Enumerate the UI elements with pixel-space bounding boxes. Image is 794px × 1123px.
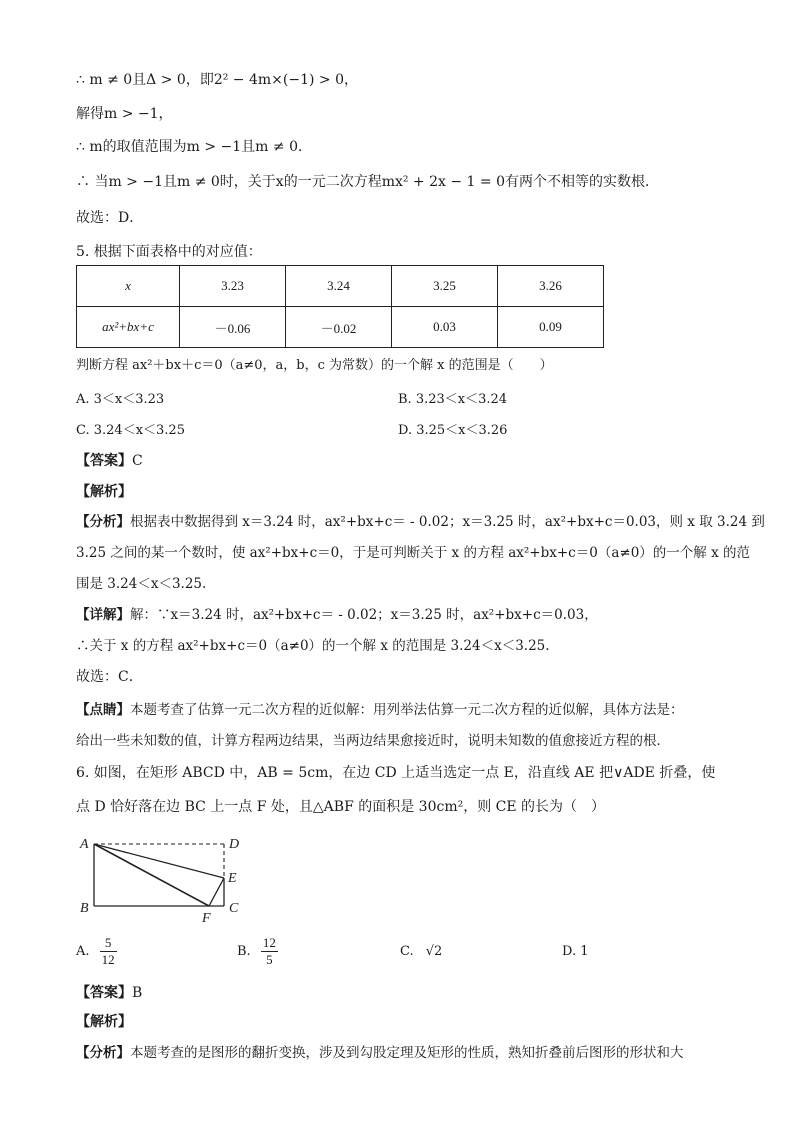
denominator: 5: [266, 952, 273, 967]
q6-answer: [76, 983, 142, 1003]
q5-stem: 5. 根据下面表格中的对应值：: [76, 244, 262, 260]
q6-stem-line-2: 点 D 恰好落在边 BC 上一点 F 处，且△ABF 的面积是 30cm²，则 CE 的长为（ ）: [76, 799, 606, 815]
numerator: 12: [262, 935, 276, 950]
label-b: B: [80, 901, 89, 916]
answer-label: 【答案】: [76, 985, 132, 1001]
label-d: D: [229, 837, 240, 852]
table-cell: 3.24: [286, 266, 392, 307]
table-cell: 3.25: [392, 266, 498, 307]
q5-option-d: D. 3.25＜x＜3.26: [398, 423, 508, 438]
q5-question: 判断方程 ax²＋bx＋c＝0（a≠0，a，b，c 为常数）的一个解 x 的范围是（ ）: [76, 358, 553, 373]
option-prefix: A.: [76, 944, 90, 959]
denominator: 12: [101, 952, 115, 967]
q5-option-b: B. 3.23＜x＜3.24: [398, 392, 508, 407]
q5-value-table: [76, 265, 604, 348]
solution-line-5: 故选：D．: [76, 210, 144, 226]
option-prefix: B.: [237, 944, 251, 959]
solution-line-4: ∴ 当m > −1且m ≠ 0时，关于x的一元二次方程mx² + 2x − 1 = 0有两个不相等的实数根．: [76, 174, 659, 190]
q6-fenxi-line-1: [76, 1043, 684, 1063]
q5-fenxi-line-2: 3.25 之间的某一个数时，使 ax²+bx+c＝0，于是可判断关于 x 的方程 ax²+bx+c＝0（a≠0）的一个解 x 的范: [76, 545, 750, 561]
q5-fenxi-line-3: 围是 3.24＜x＜3.25.: [76, 576, 207, 592]
label-a: A: [80, 837, 89, 852]
option-value: √2: [425, 944, 443, 959]
q6-option-c: [400, 944, 442, 959]
xiangjie-label: 【详解】: [76, 607, 130, 623]
answer-value: C: [132, 453, 143, 469]
q6-option-d: D. 1: [562, 944, 589, 959]
q5-fenxi-line-1: [76, 512, 765, 532]
table-row: [77, 266, 604, 307]
q5-guxuan: 故选：C．: [76, 669, 143, 685]
answer-value: B: [132, 985, 143, 1001]
q6-option-a: [76, 935, 117, 968]
q5-dianjing-line-2: 给出一些未知数的值，计算方程两边结果，当两边结果愈接近时，说明未知数的值愈接近方程的根．: [76, 733, 670, 749]
q6-option-b: [237, 935, 278, 968]
table-cell: 3.23: [180, 266, 286, 307]
table-cell: 0.03: [392, 307, 498, 348]
q5-jiexi-label: 【解析】: [76, 484, 132, 500]
segment-fe: [209, 878, 224, 906]
q5-xiangjie-line-1: [76, 605, 598, 625]
fenxi-text: 本题考查的是图形的翻折变换，涉及到勾股定理及矩形的性质，熟知折叠前后图形的形状和大: [130, 1045, 684, 1061]
q5-option-c: C. 3.24＜x＜3.25: [76, 423, 185, 438]
q6-rectangle-figure: [76, 834, 256, 924]
xiangjie-text: 解：∵x＝3.24 时，ax²+bx+c＝ - 0.02；x＝3.25 时，ax²+bx+c＝0.03，: [130, 607, 598, 623]
fraction: [261, 935, 278, 968]
numerator: 5: [100, 935, 117, 952]
table-cell: －0.02: [286, 307, 392, 348]
table-cell: 3.26: [498, 266, 604, 307]
option-prefix: C.: [400, 944, 414, 959]
q6-stem-line-1: 6. 如图，在矩形 ABCD 中，AB = 5cm，在边 CD 上适当选定一点 E，沿直线 AE 把∨ADE 折叠，使: [76, 765, 716, 781]
fenxi-label: 【分析】: [76, 1045, 130, 1061]
solution-line-3: ∴ m的取值范围为m > −1且m ≠ 0.: [76, 139, 303, 155]
label-c: C: [229, 901, 239, 916]
solution-line-1: ∴ m ≠ 0且Δ > 0，即2² − 4m×(−1) > 0，: [76, 72, 358, 88]
answer-label: 【答案】: [76, 453, 132, 469]
label-e: E: [228, 871, 237, 886]
q5-dianjing-line-1: [76, 700, 684, 720]
table-cell: x: [77, 266, 180, 307]
segment-af: [94, 844, 209, 906]
table-cell: 0.09: [498, 307, 604, 348]
q5-answer: [76, 451, 143, 471]
table-row: [77, 307, 604, 348]
table-cell: －0.06: [180, 307, 286, 348]
label-f: F: [202, 911, 211, 924]
fold-line-ae: [94, 844, 224, 878]
fenxi-label: 【分析】: [76, 514, 130, 530]
solution-line-2: 解得m > −1，: [76, 106, 173, 122]
dianjing-text: 本题考查了估算一元二次方程的近似解：用列举法估算一元二次方程的近似解，具体方法是：: [130, 702, 684, 718]
fenxi-text: 根据表中数据得到 x＝3.24 时，ax²+bx+c＝ - 0.02；x＝3.25 时，ax²+bx+c＝0.03，则 x 取 3.24 到: [130, 514, 765, 530]
q5-option-a: A. 3＜x＜3.23: [76, 392, 165, 407]
fraction: [100, 935, 117, 968]
q6-jiexi-label: 【解析】: [76, 1014, 132, 1030]
q5-xiangjie-line-2: ∴关于 x 的方程 ax²+bx+c＝0（a≠0）的一个解 x 的范围是 3.24＜x＜3.25.: [76, 638, 550, 654]
dianjing-label: 【点睛】: [76, 702, 130, 718]
table-cell: ax²+bx+c: [77, 307, 180, 348]
